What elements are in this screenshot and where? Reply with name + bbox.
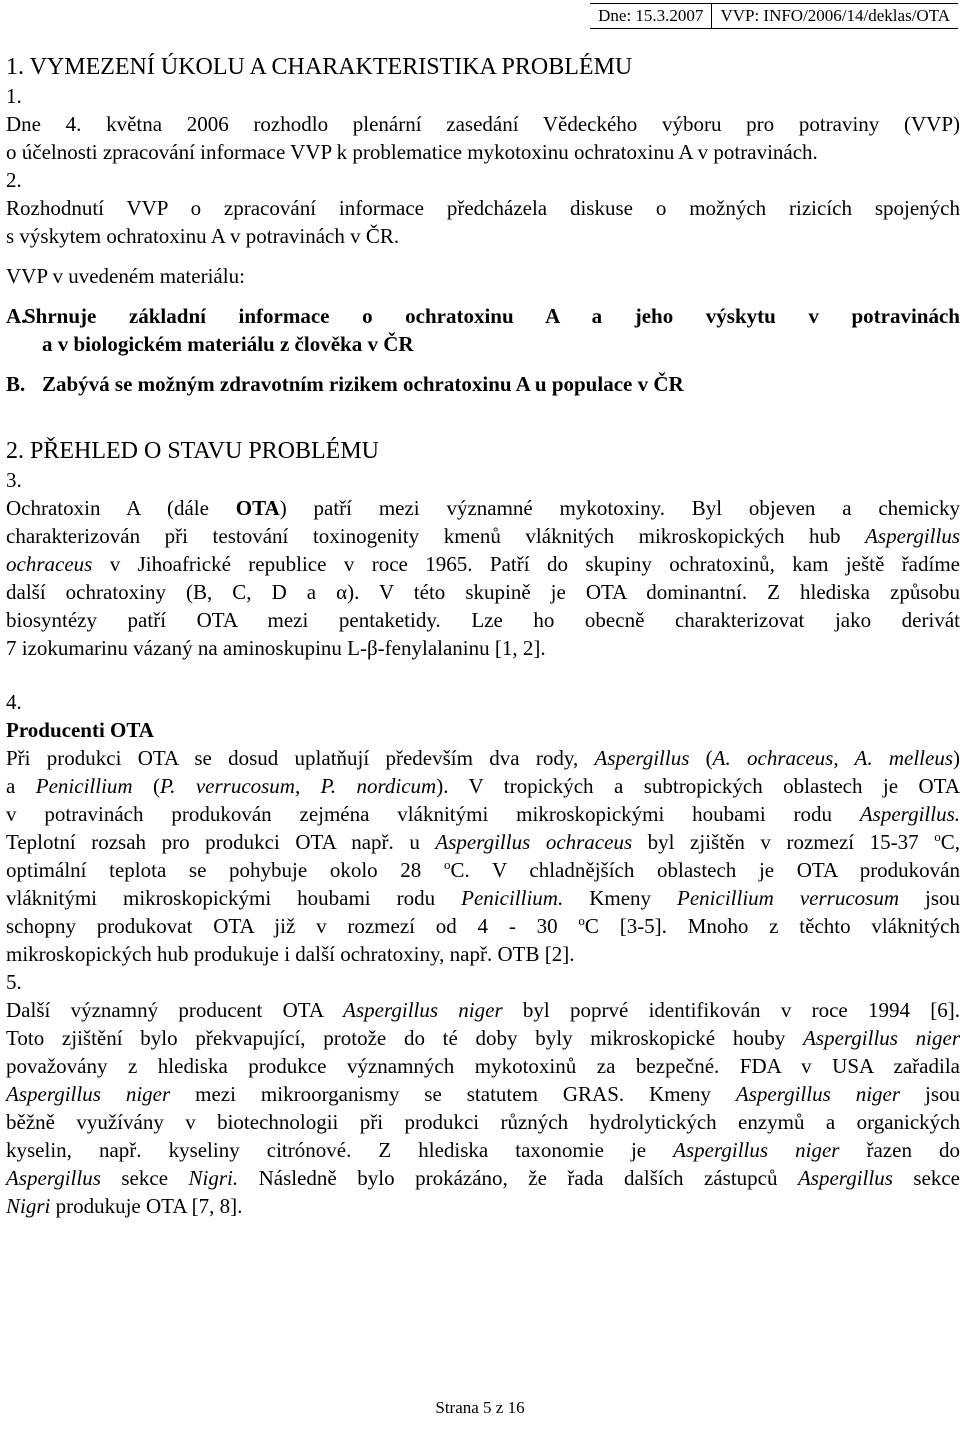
paragraph-line: a Penicillium (P. verrucosum, P. nordicum). V tropických a subtropických oblastech je OTA bbox=[6, 774, 960, 798]
paragraph-line: Aspergillus sekce Nigri. Následně bylo prokázáno, že řada dalších zástupců Aspergillus sekce bbox=[6, 1166, 960, 1190]
paragraph-line: ochraceus v Jihoafrické republice v roce 1965. Patří do skupiny ochratoxinů, kam ještě řadíme bbox=[6, 552, 960, 576]
paragraph-line: kyselin, např. kyseliny citrónové. Z hlediska taxonomie je Aspergillus niger řazen do bbox=[6, 1138, 960, 1162]
header-date: Dne: 15.3.2007 bbox=[598, 6, 704, 25]
paragraph-number: 5. bbox=[6, 970, 22, 994]
paragraph-line: Při produkci OTA se dosud uplatňují především dva rody, Aspergillus (A. ochraceus, A. melleus) bbox=[6, 746, 960, 770]
list-item-line: a v biologickém materiálu z člověka v ČR bbox=[42, 332, 414, 356]
paragraph-line: považovány z hlediska produkce významných mykotoxinů za bezpečné. FDA v USA zařadila bbox=[6, 1054, 960, 1078]
paragraph-line: Nigri produkuje OTA [7, 8]. bbox=[6, 1194, 243, 1218]
paragraph-line: Aspergillus niger mezi mikroorganismy se statutem GRAS. Kmeny Aspergillus niger jsou bbox=[6, 1082, 960, 1106]
header-reference: VVP: INFO/2006/14/deklas/OTA bbox=[711, 4, 958, 28]
paragraph-line: mikroskopických hub produkuje i další ochratoxiny, např. OTB [2]. bbox=[6, 942, 575, 966]
list-item-b bbox=[6, 370, 960, 398]
document-body bbox=[6, 52, 960, 1220]
paragraph-line: biosyntézy patří OTA mezi pentaketidy. Lze ho obecně charakterizovat jako derivát bbox=[6, 608, 960, 632]
paragraph-line: o účelnosti zpracování informace VVP k problematice mykotoxinu ochratoxinu A v potravinách. bbox=[6, 140, 818, 164]
producers-title: Producenti OTA bbox=[6, 718, 154, 742]
paragraph-line: vláknitými mikroskopickými houbami rodu Penicillium. Kmeny Penicillium verrucosum jsou bbox=[6, 886, 960, 910]
paragraph-line: Dne 4. května 2006 rozhodlo plenární zasedání Vědeckého výboru pro potraviny (VVP) bbox=[6, 112, 960, 136]
paragraph-line: Ochratoxin A (dále OTA) patří mezi významné mykotoxiny. Byl objeven a chemicky bbox=[6, 496, 960, 520]
list-marker: B. bbox=[6, 372, 26, 396]
paragraph-line: 7 izokumarinu vázaný na aminoskupinu L-β-fenylalaninu [1, 2]. bbox=[6, 636, 546, 660]
list-item-a bbox=[6, 302, 960, 358]
paragraph-number: 1. bbox=[6, 84, 22, 108]
section-1-title: 1. VYMEZENÍ ÚKOLU A CHARAKTERISTIKA PROBLÉMU bbox=[6, 54, 633, 80]
paragraph-number: 4. bbox=[6, 690, 22, 714]
paragraph-line: s výskytem ochratoxinu A v potravinách v ČR. bbox=[6, 224, 400, 248]
paragraph-number: 2. bbox=[6, 168, 22, 192]
paragraph-line: charakterizován při testování toxinogenity kmenů vláknitých mikroskopických hub Aspergillus bbox=[6, 524, 960, 548]
paragraph-line: Teplotní rozsah pro produkci OTA např. u Aspergillus ochraceus byl zjištěn v rozmezí 15-37 $^o$C, bbox=[6, 829, 960, 854]
paragraph-line: v potravinách produkován zejména vláknitými mikroskopickými houbami rodu Aspergillus. bbox=[6, 802, 960, 826]
paragraph-line: další ochratoxiny (B, C, D a α). V této skupině je OTA dominantní. Z hlediska způsobu bbox=[6, 580, 960, 604]
paragraph-line: Toto zjištění bylo překvapující, protože do té doby byly mikroskopické houby Aspergillus niger bbox=[6, 1026, 960, 1050]
paragraph-line: Rozhodnutí VVP o zpracování informace předcházela diskuse o možných rizicích spojených bbox=[6, 196, 960, 220]
paragraph-number: 3. bbox=[6, 468, 22, 492]
paragraph-line: běžně využívány v biotechnologii při produkci různých hydrolytických enzymů a organických bbox=[6, 1110, 960, 1134]
list-marker: A. bbox=[6, 304, 27, 328]
paragraph-line: Další významný producent OTA Aspergillus niger byl poprvé identifikován v roce 1994 [6]. bbox=[6, 998, 960, 1022]
page-number: Strana 5 z 16 bbox=[435, 1398, 525, 1417]
list-item-line: Zabývá se možným zdravotním rizikem ochratoxinu A u populace v ČR bbox=[42, 372, 684, 396]
paragraph-line: optimální teplota se pohybuje okolo 28 $^o$C. V chladnějších oblastech je OTA produkován bbox=[6, 857, 960, 882]
list-item-line: Shrnuje základní informace o ochratoxinu A a jeho výskytu v potravinách bbox=[24, 304, 960, 328]
document-header bbox=[590, 3, 958, 29]
paragraph-line: schopny produkovat OTA již v rozmezí od 4 - 30 $^o$C [3-5]. Mnoho z těchto vláknitých bbox=[6, 913, 960, 938]
paragraph-text: VVP v uvedeném materiálu: bbox=[6, 264, 245, 288]
section-2-title: 2. PŘEHLED O STAVU PROBLÉMU bbox=[6, 438, 380, 464]
